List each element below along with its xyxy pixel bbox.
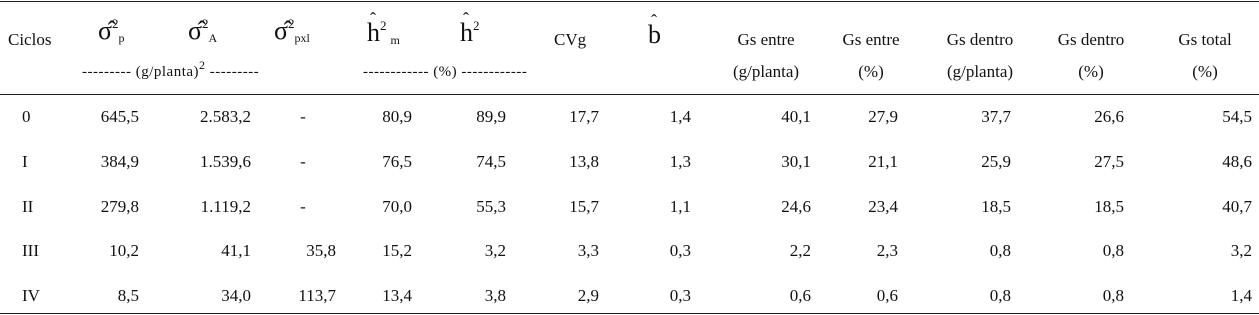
header-var-pxl	[274, 18, 310, 44]
table-cell: 18,5	[1094, 197, 1124, 216]
header-gs-dentro-g-unit: (g/planta)	[946, 62, 1014, 81]
row-ciclo: III	[22, 241, 39, 260]
table-cell: 15,7	[569, 197, 599, 216]
table-cell: 3,2	[1230, 241, 1252, 260]
header-gs-dentro-pct: Gs dentro	[1057, 30, 1125, 49]
table-top-rule	[0, 1, 1259, 2]
sub-m: m	[390, 33, 400, 47]
table-cell: 2,2	[789, 241, 811, 260]
header-gs-total: Gs total	[1178, 30, 1232, 49]
table-cell: 384,9	[100, 152, 139, 171]
header-gs-entre-g: Gs entre	[737, 30, 795, 49]
table-cell: 25,9	[981, 152, 1011, 171]
table-cell: -	[300, 197, 306, 216]
table-cell: 27,5	[1094, 152, 1124, 171]
table-cell: 55,3	[476, 197, 506, 216]
table-cell: 74,5	[476, 152, 506, 171]
sub-p: p	[118, 31, 125, 45]
table-cell: 113,7	[298, 286, 336, 305]
table-cell: 26,6	[1094, 107, 1124, 126]
table-cell: 15,2	[382, 241, 412, 260]
table-cell: 1,1	[669, 197, 691, 216]
table-cell: 2,3	[876, 241, 898, 260]
table-cell: 10,2	[109, 241, 139, 260]
sup-2: 2	[288, 16, 295, 31]
table-cell: 0,6	[876, 286, 898, 305]
table-cell: 35,8	[306, 241, 336, 260]
header-gs-total-unit: (%)	[1192, 62, 1218, 81]
table-cell: 89,9	[476, 107, 506, 126]
sigma-hat-symbol: σ̂	[98, 16, 113, 45]
table-cell: 40,1	[781, 107, 811, 126]
table-cell: 1.539,6	[200, 152, 251, 171]
table-cell: 0,8	[989, 286, 1011, 305]
table-cell: 3,8	[484, 286, 506, 305]
sup-2: 2	[473, 18, 480, 33]
table-cell: 0,6	[789, 286, 811, 305]
sigma-hat-symbol: σ̂	[188, 16, 203, 45]
table-cell: 23,4	[868, 197, 898, 216]
table-cell: 0,8	[1102, 241, 1124, 260]
header-b	[648, 22, 661, 48]
table-cell: 37,7	[981, 107, 1011, 126]
table-cell: 30,1	[781, 152, 811, 171]
row-ciclo: 0	[22, 107, 31, 126]
table-cell: 3,3	[577, 241, 599, 260]
header-var-phenotypic	[98, 18, 125, 44]
header-cvg: CVg	[554, 30, 587, 49]
table-cell: 21,1	[868, 152, 898, 171]
table-cell: 0,8	[1102, 286, 1124, 305]
table-cell: 27,9	[868, 107, 898, 126]
h-hat-symbol: ˆ h	[367, 20, 380, 46]
table-cell: 1,4	[669, 107, 691, 126]
table-cell: 0,3	[669, 286, 691, 305]
header-gs-entre-g-unit: (g/planta)	[732, 62, 800, 81]
table-cell: 3,2	[484, 241, 506, 260]
table-bottom-rule	[0, 313, 1259, 314]
table-cell: 1,3	[669, 152, 691, 171]
sigma-hat-symbol: σ̂	[274, 16, 289, 45]
sup-2: 2	[380, 18, 387, 33]
header-ciclos: Ciclos	[8, 30, 52, 49]
row-ciclo: I	[22, 152, 28, 171]
table-cell: 1,4	[1230, 286, 1252, 305]
sup-2: 2	[202, 16, 209, 31]
table-cell: 80,9	[382, 107, 412, 126]
table-cell: 54,5	[1222, 107, 1252, 126]
table-cell: 41,1	[221, 241, 251, 260]
header-gs-dentro-g: Gs dentro	[946, 30, 1014, 49]
table-cell: 48,6	[1222, 152, 1252, 171]
group-label-variances: --------- (g/planta)$^2$ ---------	[82, 58, 260, 80]
table-cell: 18,5	[981, 197, 1011, 216]
table-cell: 34,0	[221, 286, 251, 305]
table-cell: 76,5	[382, 152, 412, 171]
header-gs-entre-pct-unit: (%)	[858, 62, 884, 81]
table-cell: -	[300, 152, 306, 171]
header-heritability-m	[367, 20, 400, 46]
sup-2: 2	[112, 16, 119, 31]
h-hat-symbol: ˆ h	[460, 20, 473, 46]
table-cell: 70,0	[382, 197, 412, 216]
header-gs-entre-pct: Gs entre	[842, 30, 900, 49]
table-cell: 0,3	[669, 241, 691, 260]
table-cell: 17,7	[569, 107, 599, 126]
table-cell: 279,8	[100, 197, 139, 216]
table-cell: -	[300, 107, 306, 126]
header-gs-dentro-pct-unit: (%)	[1078, 62, 1104, 81]
table-cell: 1.119,2	[200, 197, 251, 216]
header-heritability	[460, 20, 480, 46]
table-cell: 2,9	[577, 286, 599, 305]
row-ciclo: IV	[22, 286, 40, 305]
table-cell: 645,5	[100, 107, 139, 126]
b-hat-symbol: ˆ b	[648, 22, 661, 48]
table-cell: 0,8	[989, 241, 1011, 260]
table-cell: 24,6	[781, 197, 811, 216]
group-label-heritabilities: ------------ (%) ------------	[363, 64, 528, 80]
header-var-additive	[188, 18, 217, 44]
sub-pxl: pxl	[294, 31, 310, 45]
table-cell: 8,5	[117, 286, 139, 305]
sub-A: A	[208, 31, 218, 45]
table-cell: 13,8	[569, 152, 599, 171]
table-cell: 2.583,2	[200, 107, 251, 126]
table-cell: 40,7	[1222, 197, 1252, 216]
table-cell: 13,4	[382, 286, 412, 305]
header-bottom-rule	[0, 94, 1259, 95]
row-ciclo: II	[22, 197, 34, 216]
